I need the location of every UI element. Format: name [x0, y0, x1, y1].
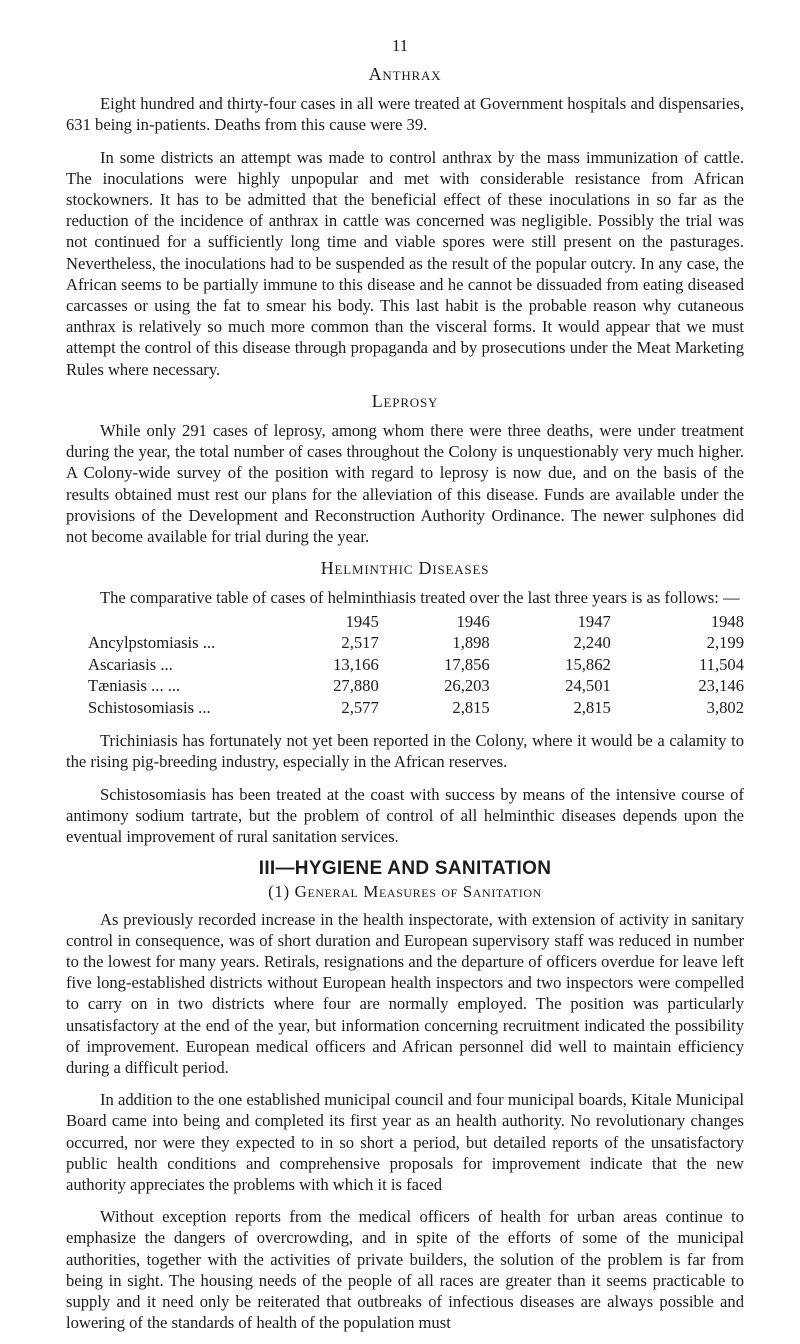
leprosy-heading: Leprosy — [371, 390, 439, 411]
row-label: Ascariasis ... — [88, 654, 173, 674]
year-header: 1946 — [456, 611, 490, 631]
table-cell: 13,166 — [333, 654, 379, 674]
table-cell: 23,146 — [698, 676, 744, 696]
table-cell: 15,862 — [565, 654, 611, 674]
row-label: Schistosomiasis ... — [88, 697, 211, 717]
sanitation-subheading: (1) General Measures of Sanitation — [268, 882, 542, 902]
anthrax-heading: Anthrax — [368, 64, 442, 84]
table-cell: 2,517 — [341, 633, 379, 653]
table-cell: 2,815 — [452, 697, 490, 717]
helminthic-heading: Helminthic Diseases — [320, 558, 490, 579]
table-cell: 11,504 — [698, 654, 744, 674]
row-label: Tæniasis ... ... — [88, 676, 181, 696]
helminthic-intro: The comparative table of cases of helminthiasis treated over the last three years is as follows: — — [100, 588, 740, 608]
hygiene-paragraph-1: As previously recorded increase in the health inspectorate, with extension of activity in sanitary control in consequence, was of short duration and European supervisory staff was reduced in number to the lowest for many years. Retirals, resignations and the departure of officers overdue for leave left five long-established districts without European health inspectors and two inspectors were compelled to carry on in two districts where four are normally employed. The position was particularly unsatisfactory at the end of the year, but information concerning recruitment indicated the possibility of improvement. European medical officers and African personnel did well to maintain efficiency during a difficult period. — [66, 909, 744, 1078]
schistosomiasis-paragraph: Schistosomiasis has been treated at the coast with success by means of the intensive course of antimony sodium tartrate, but the problem of control of all helminthic diseases depends upon the eventual improvement of rural sanitation services. — [66, 784, 744, 846]
table-cell: 2,815 — [573, 697, 611, 717]
anthrax-paragraph-1: Eight hundred and thirty-four cases in all were treated at Government hospitals and dispensaries, 631 being in-patients. Deaths from this cause were 39. — [66, 94, 744, 135]
year-header: 1945 — [345, 611, 379, 631]
table-cell: 1,898 — [452, 633, 490, 653]
helminthiasis-table — [66, 611, 744, 719]
table-cell: 3,802 — [706, 697, 744, 717]
year-header: 1947 — [577, 611, 611, 631]
table-row — [66, 654, 744, 676]
table-cell: 2,577 — [341, 697, 379, 717]
page-content — [66, 62, 744, 1344]
table-cell: 2,199 — [706, 633, 744, 653]
table-row — [66, 632, 744, 654]
table-row — [66, 697, 744, 719]
table-cell: 2,240 — [573, 633, 611, 653]
row-label: Ancylpstomiasis ... — [88, 633, 216, 653]
table-cell: 26,203 — [444, 676, 490, 696]
table-header-blank — [66, 611, 278, 633]
hygiene-paragraph-2: In addition to the one established municipal council and four municipal boards, Kitale Municipal Board came into being and completed its first year as an health authority. No revolutionary changes occurred, nor were they expected to in so short a period, but detailed reports of the unsatisfactory public health conditions and comprehensive proposals for improvement indicate that the new authority appreciates the problems with which it is faced — [66, 1090, 744, 1195]
hygiene-paragraph-3: Without exception reports from the medical officers of health for urban areas continue to emphasize the dangers of overcrowding, and in spite of the efforts of some of the municipal authorities, together with the activities of private builders, the solution of the problem is far from being in sight. The housing needs of the people of all races are greater than it seems practicable to supply and it need only be reiterated that outbreaks of infectious diseases are always possible and lowering of the standards of health of the population must — [66, 1207, 744, 1333]
trichiniasis-paragraph: Trichiniasis has fortunately not yet been reported in the Colony, where it would be a calamity to the rising pig-breeding industry, especially in the African reserves. — [66, 731, 744, 772]
table-header-row — [66, 611, 744, 633]
year-header: 1948 — [710, 611, 744, 631]
anthrax-paragraph-2: In some districts an attempt was made to control anthrax by the mass immunization of cattle. The inoculations were highly unpopular and met with considerable resistance from African stockowners. It has to be admitted that the beneficial effect of these inoculations in so far as the reduction of the incidence of anthrax in cattle was concerned was negligible. Possibly the trial was not continued for a sufficiently long time and viable spores were still present on the pasturages. Nevertheless, the inoculations had to be suspended as the result of the popular outcry. In any case, the African seems to be partially immune to this disease and he cannot be dissuaded from eating diseased carcasses or using the fat to smear his body. This last habit is the probable reason why cutaneous anthrax is relatively so much more common than the visceral forms. It would appear that we must attempt the control of this disease through propaganda and by prosecutions under the Meat Marketing Rules where necessary. — [66, 147, 744, 379]
hygiene-section-title: III—HYGIENE AND SANITATION — [258, 858, 552, 880]
table-cell: 27,880 — [333, 676, 379, 696]
table-cell: 17,856 — [444, 654, 490, 674]
table-row — [66, 675, 744, 697]
table-cell: 24,501 — [565, 676, 611, 696]
leprosy-paragraph: While only 291 cases of leprosy, among whom there were three deaths, were under treatment during the year, the total number of cases throughout the Colony is unquestionably very much higher. A Colony-wide survey of the position with regard to leprosy is now due, and on the basis of the results obtained must rest our plans for the alleviation of this disease. Funds are available under the provisions of the Development and Reconstruction Authority Ordinance. The newer sulphones did not become available for trial during the year. — [66, 421, 744, 547]
page-number: 11 — [391, 36, 409, 55]
